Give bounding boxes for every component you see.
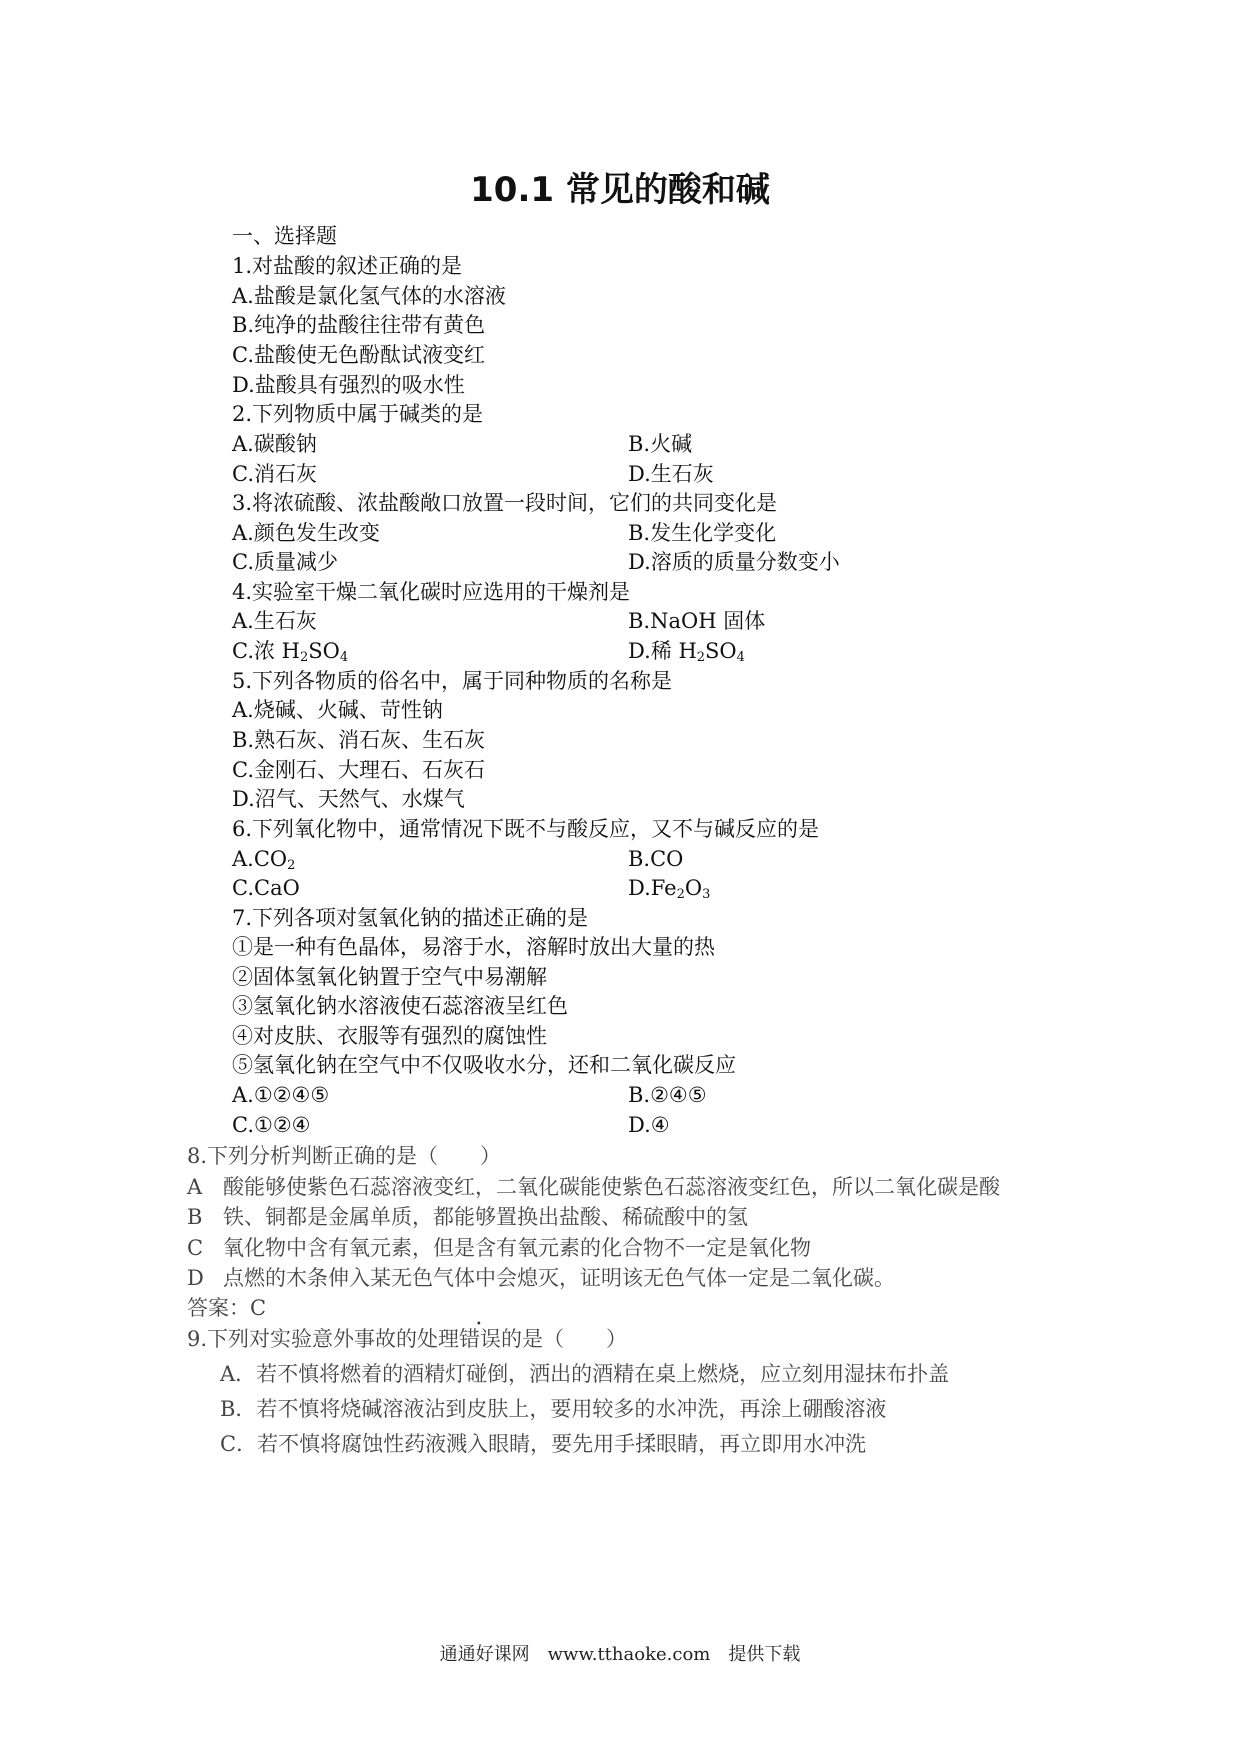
question-9-option-b: B．若不慎将烧碱溶液沾到皮肤上，要用较多的水冲洗，再涂上硼酸溶液 bbox=[220, 1397, 887, 1421]
question-7-stem: 7.下列各项对氢氧化钠的描述正确的是 bbox=[232, 906, 589, 930]
question-4-stem: 4.实验室干燥二氧化碳时应选用的干燥剂是 bbox=[232, 580, 631, 604]
question-7-option-c: C.①②④ bbox=[232, 1113, 311, 1137]
question-5-stem: 5.下列各物质的俗名中，属于同种物质的名称是 bbox=[232, 669, 673, 693]
question-4-option-a: A.生石灰 bbox=[232, 609, 317, 633]
question-9-option-a: A．若不慎将燃着的酒精灯碰倒，洒出的酒精在桌上燃烧，应立刻用湿抹布扑盖 bbox=[220, 1362, 950, 1386]
question-4-option-b: B.NaOH 固体 bbox=[628, 609, 766, 633]
question-6-option-c: C.CaO bbox=[232, 876, 300, 900]
question-5-option-c: C.金刚石、大理石、石灰石 bbox=[232, 758, 485, 782]
question-3-option-d: D.溶质的质量分数变小 bbox=[628, 550, 840, 574]
page-title: 10.1 常见的酸和碱 bbox=[470, 170, 770, 210]
question-7-option-d: D.④ bbox=[628, 1113, 670, 1137]
question-7-item-5: ⑤氢氧化钠在空气中不仅吸收水分，还和二氧化碳反应 bbox=[232, 1053, 736, 1077]
question-8-stem: 8.下列分析判断正确的是（ ） bbox=[187, 1144, 502, 1168]
question-7-item-3: ③氢氧化钠水溶液使石蕊溶液呈红色 bbox=[232, 994, 568, 1018]
section-heading: 一、选择题 bbox=[232, 224, 337, 248]
question-7-option-a: A.①②④⑤ bbox=[232, 1083, 330, 1107]
question-6-option-a: $A.CO_2$ bbox=[232, 847, 296, 873]
question-8-answer: 答案：C bbox=[187, 1296, 267, 1320]
question-6-stem: 6.下列氧化物中，通常情况下既不与酸反应，又不与碱反应的是 bbox=[232, 817, 820, 841]
question-5-option-a: A.烧碱、火碱、苛性钠 bbox=[232, 698, 443, 722]
question-1-option-a: A.盐酸是氯化氢气体的水溶液 bbox=[232, 284, 506, 308]
question-7-item-1: ①是一种有色晶体，易溶于水，溶解时放出大量的热 bbox=[232, 935, 715, 959]
question-2-stem: 2.下列物质中属于碱类的是 bbox=[232, 402, 484, 426]
question-8-option-d: D 点燃的木条伸入某无色气体中会熄灭，证明该无色气体一定是二氧化碳。 bbox=[187, 1266, 895, 1290]
question-1-stem: 1.对盐酸的叙述正确的是 bbox=[232, 254, 463, 278]
question-8-option-a: A 酸能够使紫色石蕊溶液变红，二氧化碳能使紫色石蕊溶液变红色，所以二氧化碳是酸 bbox=[187, 1175, 1000, 1199]
question-3-stem: 3.将浓硫酸、浓盐酸敞口放置一段时间，它们的共同变化是 bbox=[232, 491, 778, 515]
question-6-option-d: $D.Fe_2O_3$ bbox=[628, 876, 711, 902]
question-7-item-4: ④对皮肤、衣服等有强烈的腐蚀性 bbox=[232, 1024, 547, 1048]
question-6-option-b: B.CO bbox=[628, 847, 684, 871]
question-1-option-c: C.盐酸使无色酚酞试液变红 bbox=[232, 343, 485, 367]
question-2-option-d: D.生石灰 bbox=[628, 462, 714, 486]
question-2-option-c: C.消石灰 bbox=[232, 462, 317, 486]
question-3-option-c: C.质量减少 bbox=[232, 550, 338, 574]
question-7-option-b: B.②④⑤ bbox=[628, 1083, 707, 1107]
emphasis-mark: 错误 bbox=[459, 1327, 502, 1351]
question-3-option-a: A.颜色发生改变 bbox=[232, 521, 380, 545]
question-1-option-b: B.纯净的盐酸往往带有黄色 bbox=[232, 313, 486, 337]
question-5-option-d: D.沼气、天然气、水煤气 bbox=[232, 787, 465, 811]
question-3-option-b: B.发生化学变化 bbox=[628, 521, 777, 545]
question-8-option-c: C 氧化物中含有氧元素，但是含有氧元素的化合物不一定是氧化物 bbox=[187, 1236, 811, 1260]
question-9-stem: 9.下列对实验意外事故的处理错误的是（ ） bbox=[187, 1327, 628, 1351]
question-2-option-a: A.碳酸钠 bbox=[232, 432, 317, 456]
question-9-option-c: C．若不慎将腐蚀性药液溅入眼睛，要先用手揉眼睛，再立即用水冲洗 bbox=[220, 1432, 867, 1456]
question-4-option-d: D.稀 $H_2SO_4$ bbox=[628, 639, 745, 665]
page-footer: 通通好课网 www.tthaoke.com 提供下载 bbox=[439, 1644, 801, 1665]
question-2-option-b: B.火碱 bbox=[628, 432, 693, 456]
question-8-option-b: B 铁、铜都是金属单质，都能够置换出盐酸、稀硫酸中的氢 bbox=[187, 1205, 748, 1229]
question-4-option-c: C.浓 $H_2SO_4$ bbox=[232, 639, 349, 665]
question-1-option-d: D.盐酸具有强烈的吸水性 bbox=[232, 373, 465, 397]
question-5-option-b: B.熟石灰、消石灰、生石灰 bbox=[232, 728, 486, 752]
question-7-item-2: ②固体氢氧化钠置于空气中易潮解 bbox=[232, 965, 547, 989]
